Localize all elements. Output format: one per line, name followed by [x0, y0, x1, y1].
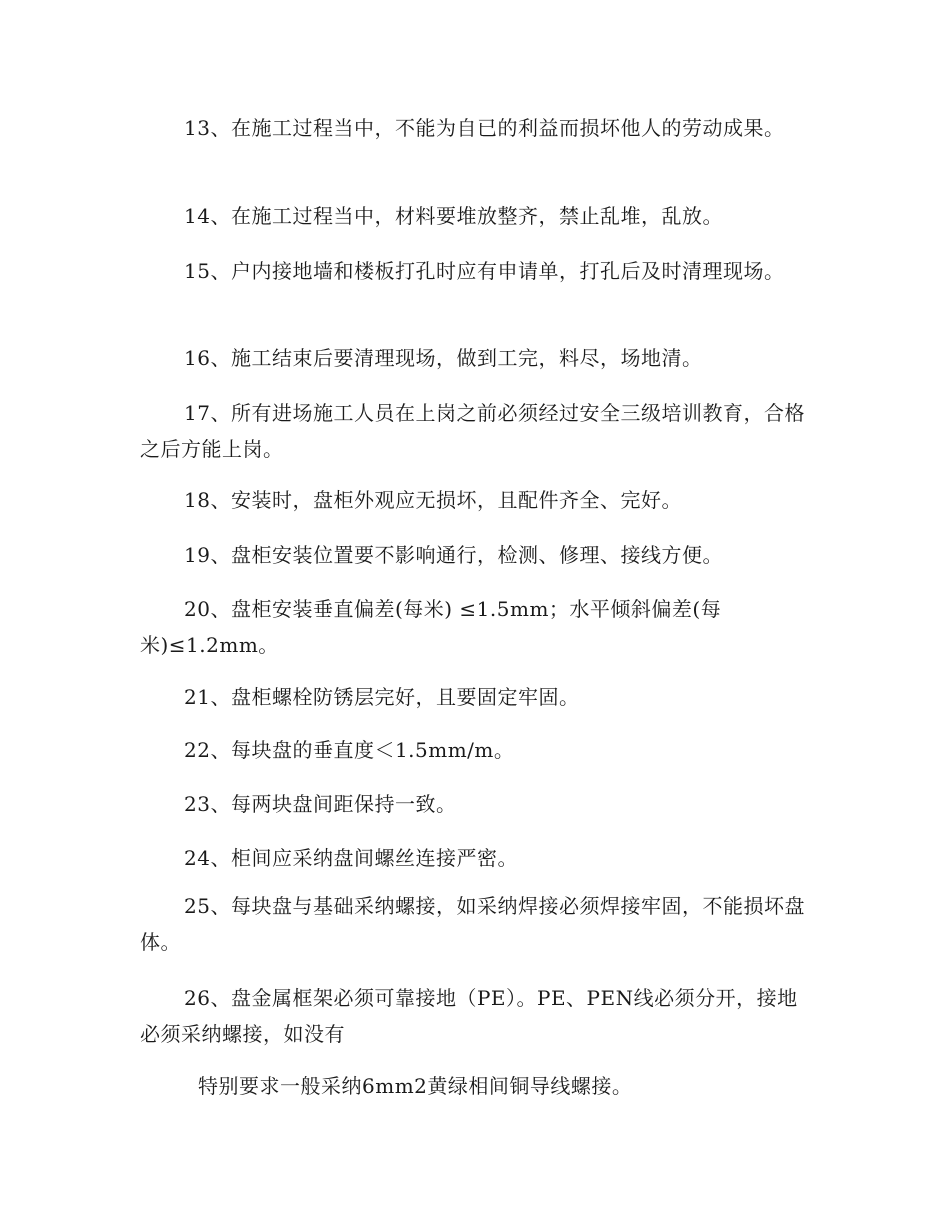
paragraph-15: 15、户内接地墙和楼板打孔时应有申请单，打孔后及时清理现场。: [184, 259, 785, 283]
paragraph-24: 24、柜间应采纳盘间螺丝连接严密。: [184, 846, 518, 870]
paragraph-20: 20、盘柜安装垂直偏差(每米) ≤1.5mm；水平倾斜偏差(每米)≤1.2mm。: [140, 597, 722, 657]
paragraph-22: 22、每块盘的垂直度＜1.5mm/m。: [184, 738, 515, 762]
paragraph-17: 17、所有进场施工人员在上岗之前必须经过安全三级培训教育，合格之后方能上岗。: [140, 401, 805, 461]
paragraph-14: 14、在施工过程当中，材料要堆放整齐，禁止乱堆，乱放。: [184, 204, 723, 228]
paragraph-16: 16、施工结束后要清理现场，做到工完，料尽，场地清。: [184, 346, 703, 370]
paragraph-13: 13、在施工过程当中，不能为自已的利益而损坏他人的劳动成果。: [184, 116, 785, 140]
paragraph-19: 19、盘柜安装位置要不影响通行，检测、修理、接线方便。: [184, 543, 723, 567]
paragraph-26: 26、盘金属框架必须可靠接地（PE）。PE、PEN线必须分开，接地必须采纳螺接，如没有: [140, 986, 798, 1046]
paragraph-21: 21、盘柜螺栓防锈层完好，且要固定牢固。: [184, 685, 580, 709]
paragraph-26-continued: 特别要求一般采纳6mm2黄绿相间铜导线螺接。: [198, 1074, 633, 1098]
paragraph-25: 25、每块盘与基础采纳螺接，如采纳焊接必须焊接牢固，不能损坏盘体。: [140, 894, 805, 954]
paragraph-23: 23、每两块盘间距保持一致。: [184, 792, 457, 816]
paragraph-18: 18、安装时，盘柜外观应无损坏，且配件齐全、完好。: [184, 488, 682, 512]
